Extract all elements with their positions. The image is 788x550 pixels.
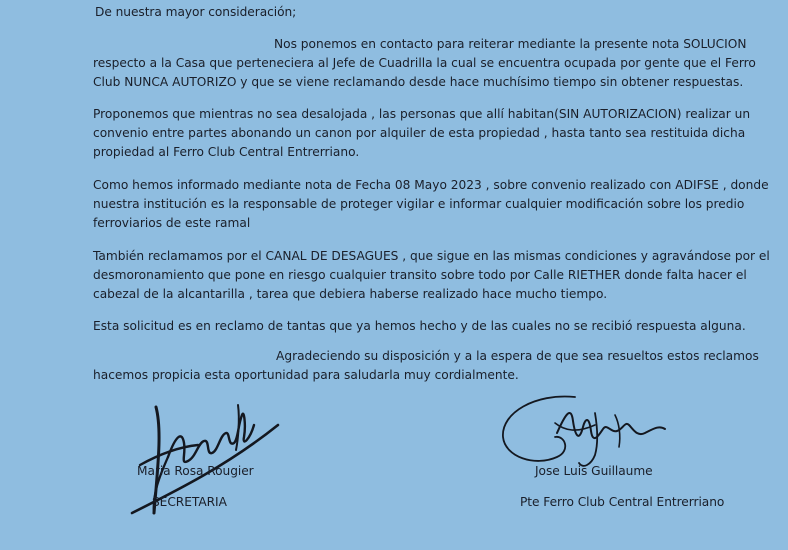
paragraph-solicitud bbox=[93, 317, 746, 336]
paragraph-line: hacemos propicia esta oportunidad para saludarla muy cordialmente. bbox=[93, 368, 519, 382]
paragraph-line: ferroviarios de este ramal bbox=[93, 216, 251, 230]
paragraph-convenio bbox=[93, 176, 769, 233]
paragraph-line: propiedad al Ferro Club Central Entrerriano. bbox=[93, 145, 360, 159]
paragraph-line: convenio entre partes abonando un canon por alquiler de esta propiedad , hasta tanto sea restituida dicha bbox=[93, 126, 746, 140]
paragraph-line: Proponemos que mientras no sea desalojada , las personas que allí habitan(SIN AUTORIZACION) realizar un bbox=[93, 107, 751, 121]
paragraph-line: cabezal de la alcantarilla , tarea que debiera haberse realizado hace mucho tiempo. bbox=[93, 287, 608, 301]
paragraph-closing bbox=[93, 347, 759, 385]
paragraph-line: Nos ponemos en contacto para reiterar mediante la presente nota SOLUCION bbox=[274, 37, 747, 51]
paragraph-canal bbox=[93, 247, 770, 304]
signature-right-name: Jose Luis Guillaume bbox=[535, 464, 653, 478]
signature-left-title: SECRETARIA bbox=[152, 495, 227, 509]
signature-left-name: Maria Rosa Rougier bbox=[137, 464, 254, 478]
paragraph-line: Como hemos informado mediante nota de Fecha 08 Mayo 2023 , sobre convenio realizado con ADIFSE , donde bbox=[93, 178, 769, 192]
paragraph-line: Club NUNCA AUTORIZO y que se viene reclamando desde hace muchísimo tiempo sin obtener respuestas. bbox=[93, 75, 744, 89]
signature-right-title: Pte Ferro Club Central Entrerriano bbox=[520, 495, 725, 509]
paragraph-solucion bbox=[93, 35, 756, 92]
paragraph-line: Agradeciendo su disposición y a la espera de que sea resueltos estos reclamos bbox=[276, 349, 759, 363]
paragraph-propuesta bbox=[93, 105, 750, 162]
paragraph-line: respecto a la Casa que perteneciera al Jefe de Cuadrilla la cual se encuentra ocupada por gente que el Ferro bbox=[93, 56, 756, 70]
paragraph-line: nuestra institución es la responsable de proteger vigilar e informar cualquier modificación sobre los predio bbox=[93, 197, 745, 211]
paragraph-line: desmoronamiento que pone en riesgo cualquier transito sobre todo por Calle RIETHER donde falta hacer el bbox=[93, 268, 747, 282]
greeting: De nuestra mayor consideración; bbox=[95, 5, 297, 19]
paragraph-line: También reclamamos por el CANAL DE DESAGUES , que sigue en las mismas condiciones y agravándose por el bbox=[93, 249, 770, 263]
paragraph-line: Esta solicitud es en reclamo de tantas que ya hemos hecho y de las cuales no se recibió respuesta alguna. bbox=[93, 319, 746, 333]
